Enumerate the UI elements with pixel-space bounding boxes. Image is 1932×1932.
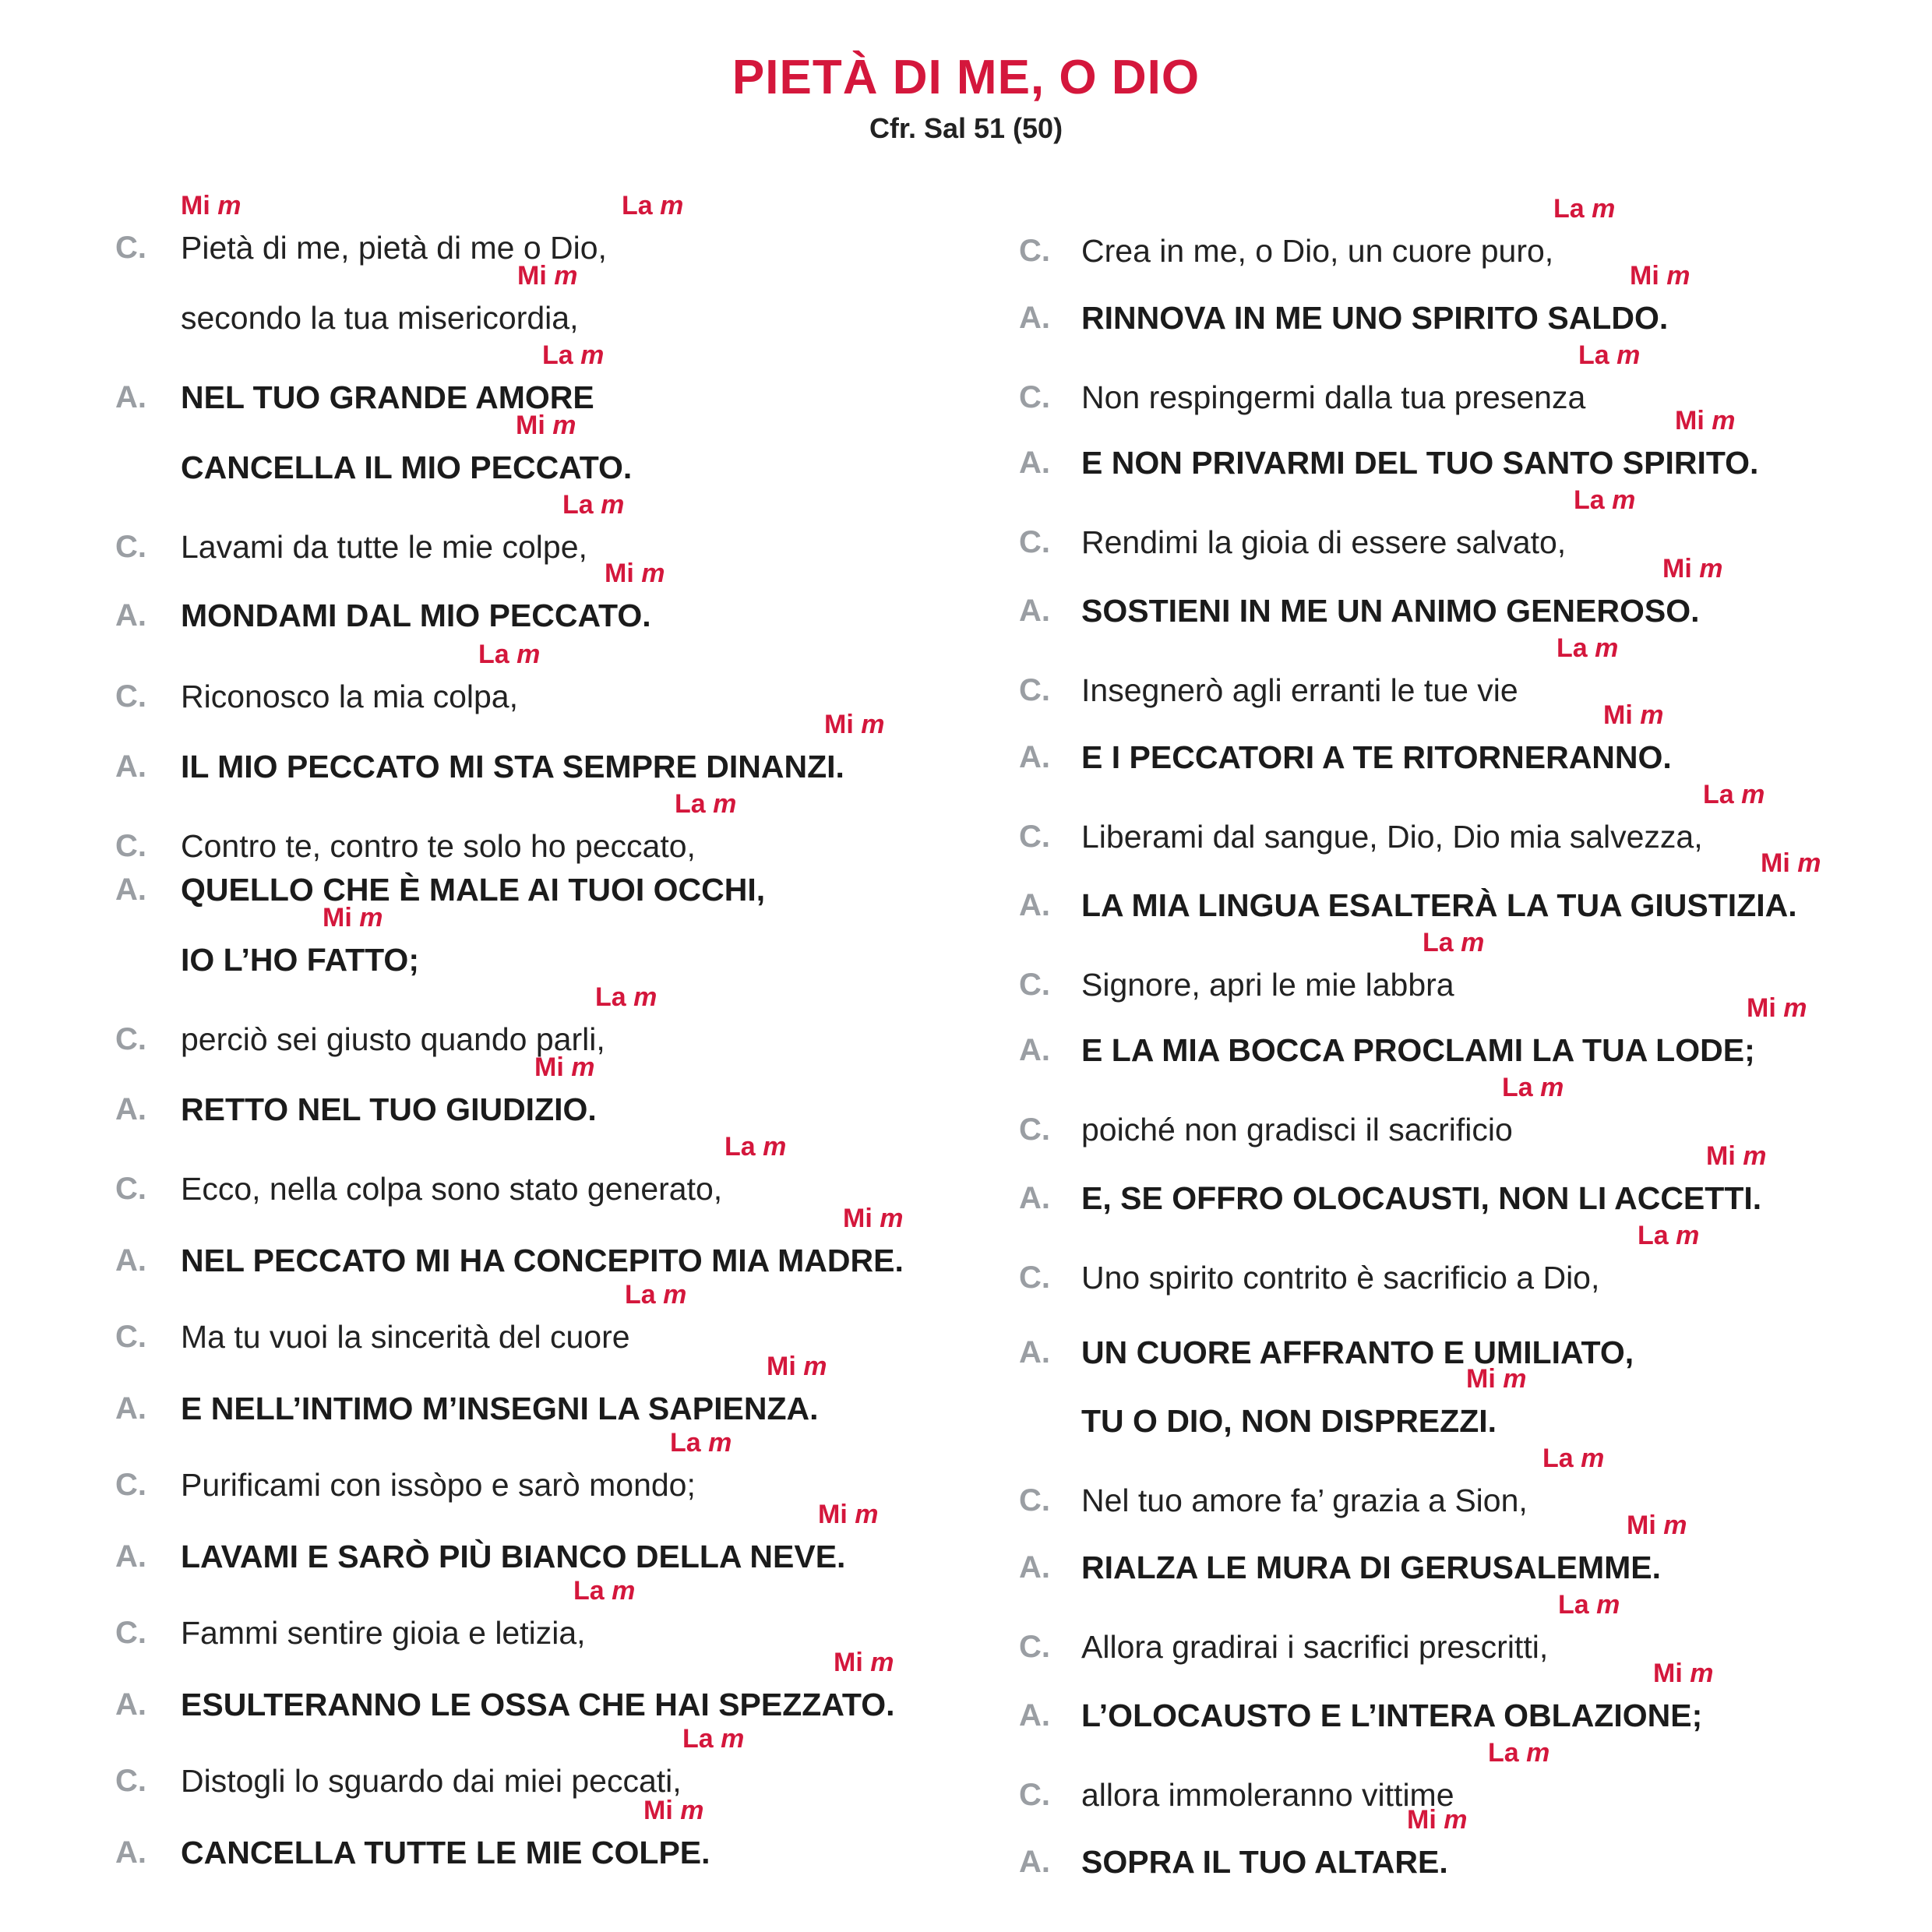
chord-label bbox=[573, 1575, 635, 1606]
chord-note: La bbox=[1553, 194, 1585, 224]
role-marker: C. bbox=[1019, 234, 1050, 268]
role-marker: A. bbox=[1019, 1845, 1050, 1879]
chord-note: Mi bbox=[1603, 700, 1633, 730]
lyric-line bbox=[966, 1141, 1932, 1222]
lyric-line bbox=[966, 406, 1932, 486]
chord-note: La bbox=[1558, 1590, 1589, 1620]
chord-label bbox=[1423, 927, 1484, 958]
chord-label bbox=[1557, 633, 1618, 664]
chord-note: La bbox=[573, 1576, 605, 1606]
lyric-line bbox=[966, 554, 1932, 634]
lyric-line bbox=[0, 1724, 966, 1804]
lyric-text: Purificami con issòpo e sarò mondo; bbox=[181, 1467, 696, 1503]
lyric-line bbox=[966, 1511, 1932, 1591]
chord-mode: m bbox=[554, 261, 578, 291]
chord-note: La bbox=[1423, 928, 1454, 957]
lyric-text: LAVAMI E SARÒ PIÙ BIANCO DELLA NEVE. bbox=[181, 1539, 846, 1574]
chord-label bbox=[843, 1203, 903, 1234]
chord-label bbox=[834, 1647, 894, 1678]
chord-label bbox=[625, 1279, 686, 1310]
chord-mode: m bbox=[571, 1052, 595, 1082]
role-marker: C. bbox=[115, 1764, 146, 1798]
chord-label bbox=[1662, 553, 1722, 584]
role-marker: C. bbox=[1019, 1778, 1050, 1812]
chord-mode: m bbox=[633, 982, 658, 1012]
role-marker: A. bbox=[1019, 594, 1050, 628]
chord-note: Mi bbox=[834, 1648, 863, 1677]
role-marker: C. bbox=[115, 1320, 146, 1354]
chord-note: La bbox=[562, 490, 594, 520]
chord-note: Mi bbox=[516, 411, 545, 440]
chord-note: La bbox=[1557, 633, 1588, 663]
chord-mode: m bbox=[880, 1204, 904, 1233]
chord-label bbox=[1603, 700, 1663, 731]
lyric-line bbox=[966, 633, 1932, 714]
lyric-line bbox=[966, 340, 1932, 421]
page-title: PIETÀ DI ME, O DIO bbox=[732, 51, 1200, 104]
lyric-line bbox=[0, 1052, 966, 1133]
chord-label bbox=[818, 1499, 878, 1530]
chord-mode: m bbox=[1690, 1659, 1714, 1688]
lyric-line bbox=[966, 194, 1932, 274]
chord-label bbox=[643, 1795, 703, 1826]
lyric-text: poiché non gradisci il sacrificio bbox=[1081, 1112, 1513, 1148]
chord-mode: m bbox=[359, 903, 383, 933]
role-marker: A. bbox=[115, 749, 146, 784]
lyric-line bbox=[966, 1221, 1932, 1301]
role-marker: A. bbox=[1019, 1335, 1050, 1370]
lyric-text: TU O DIO, NON DISPREZZI. bbox=[1081, 1403, 1497, 1439]
chord-note: La bbox=[1703, 780, 1734, 809]
chord-note: Mi bbox=[1706, 1141, 1736, 1171]
role-marker: A. bbox=[115, 1539, 146, 1574]
chord-label bbox=[1703, 779, 1765, 810]
chord-label bbox=[323, 902, 383, 933]
chord-note: Mi bbox=[818, 1500, 848, 1529]
chord-label bbox=[1630, 260, 1690, 291]
chord-note: La bbox=[595, 982, 626, 1012]
chord-label bbox=[595, 982, 657, 1013]
lyric-text: Fammi sentire gioia e letizia, bbox=[181, 1615, 586, 1651]
lyric-line bbox=[0, 1352, 966, 1432]
chord-note: Mi bbox=[824, 710, 854, 739]
chord-label bbox=[1542, 1443, 1604, 1474]
chord-mode: m bbox=[580, 340, 605, 370]
chord-note: Mi bbox=[181, 191, 210, 220]
chord-label bbox=[1627, 1510, 1687, 1541]
role-marker: C. bbox=[1019, 1483, 1050, 1518]
chord-note: Mi bbox=[1653, 1659, 1683, 1688]
chord-note: La bbox=[724, 1132, 756, 1162]
lyric-text: RINNOVA IN ME UNO SPIRITO SALDO. bbox=[1081, 300, 1669, 336]
chord-label bbox=[605, 558, 665, 589]
chord-mode: m bbox=[1526, 1738, 1550, 1768]
lyrics-column-right bbox=[966, 0, 1932, 1932]
chord-note: La bbox=[542, 340, 573, 370]
chord-note: Mi bbox=[1407, 1805, 1437, 1835]
chord-label bbox=[181, 190, 241, 221]
chord-label bbox=[682, 1723, 744, 1754]
chord-note: La bbox=[1488, 1738, 1519, 1768]
lyric-line bbox=[0, 1500, 966, 1580]
chord-label bbox=[767, 1351, 827, 1382]
lyric-line bbox=[966, 1805, 1932, 1885]
lyric-line bbox=[966, 1364, 1932, 1444]
lyric-line bbox=[966, 261, 1932, 341]
chord-mode: m bbox=[1612, 485, 1636, 515]
chord-note: La bbox=[1502, 1073, 1533, 1102]
chord-mode: m bbox=[1699, 554, 1723, 583]
chord-label bbox=[824, 709, 884, 740]
lyric-text: Signore, apri le mie labbra bbox=[1081, 967, 1454, 1003]
chord-label bbox=[517, 260, 577, 291]
lyric-text: Allora gradirai i sacrifici prescritti, bbox=[1081, 1629, 1549, 1665]
chord-label bbox=[1407, 1804, 1467, 1835]
role-marker: C. bbox=[115, 1172, 146, 1206]
role-marker: C. bbox=[1019, 673, 1050, 707]
chord-mode: m bbox=[1783, 993, 1807, 1023]
lyric-text: Rendimi la gioia di essere salvato, bbox=[1081, 524, 1567, 560]
chord-mode: m bbox=[1666, 261, 1690, 291]
chord-note: La bbox=[1638, 1221, 1669, 1250]
chord-mode: m bbox=[803, 1352, 827, 1381]
lyric-text: LA MIA LINGUA ESALTERÀ LA TUA GIUSTIZIA. bbox=[1081, 887, 1797, 923]
chord-mode: m bbox=[1595, 633, 1619, 663]
lyric-text: ESULTERANNO LE OSSA CHE HAI SPEZZATO. bbox=[181, 1687, 895, 1722]
chord-note: La bbox=[1542, 1444, 1574, 1473]
chord-note: Mi bbox=[1761, 848, 1790, 878]
chord-note: La bbox=[478, 640, 509, 669]
role-marker: C. bbox=[115, 1022, 146, 1056]
chord-label bbox=[1553, 193, 1615, 224]
chord-mode: m bbox=[217, 191, 242, 220]
chord-mode: m bbox=[861, 710, 885, 739]
chord-mode: m bbox=[763, 1132, 787, 1162]
role-marker: C. bbox=[1019, 380, 1050, 414]
chord-mode: m bbox=[641, 559, 665, 588]
chord-note: Mi bbox=[843, 1204, 873, 1233]
role-marker: C. bbox=[1019, 1260, 1050, 1295]
role-marker: C. bbox=[1019, 820, 1050, 854]
role-marker: C. bbox=[1019, 525, 1050, 559]
page-subtitle: Cfr. Sal 51 (50) bbox=[869, 112, 1063, 144]
role-marker: A. bbox=[1019, 1181, 1050, 1215]
chord-label bbox=[724, 1131, 786, 1162]
lyric-line bbox=[0, 903, 966, 983]
lyric-text: CANCELLA TUTTE LE MIE COLPE. bbox=[181, 1835, 710, 1870]
chord-mode: m bbox=[1616, 340, 1641, 370]
chord-mode: m bbox=[855, 1500, 879, 1529]
chord-mode: m bbox=[516, 640, 541, 669]
chord-mode: m bbox=[1676, 1221, 1700, 1250]
lyric-text: NEL TUO GRANDE AMORE bbox=[181, 379, 594, 415]
chord-note: La bbox=[670, 1428, 701, 1458]
lyric-line bbox=[0, 261, 966, 341]
chord-mode: m bbox=[1712, 406, 1736, 435]
lyric-text: Insegnerò agli erranti le tue vie bbox=[1081, 672, 1518, 708]
chord-mode: m bbox=[1581, 1444, 1605, 1473]
lyric-text: Lavami da tutte le mie colpe, bbox=[181, 529, 587, 565]
chord-mode: m bbox=[1797, 848, 1821, 878]
lyric-line bbox=[0, 1204, 966, 1284]
lyric-text: SOPRA IL TUO ALTARE. bbox=[1081, 1844, 1448, 1880]
lyric-line bbox=[966, 700, 1932, 781]
lyric-line bbox=[966, 993, 1932, 1074]
chord-mode: m bbox=[552, 411, 576, 440]
lyric-text: Liberami dal sangue, Dio, Dio mia salvezza, bbox=[1081, 819, 1703, 855]
chord-note: Mi bbox=[1747, 993, 1776, 1023]
chord-note: La bbox=[1578, 340, 1609, 370]
role-marker: C. bbox=[115, 679, 146, 714]
lyric-text: IO L’HO FATTO; bbox=[181, 942, 419, 978]
lyric-text: Non respingermi dalla tua presenza bbox=[1081, 379, 1586, 415]
lyric-text: Distogli lo sguardo dai miei peccati, bbox=[181, 1763, 682, 1799]
lyric-text: secondo la tua misericordia, bbox=[181, 300, 579, 336]
role-marker: A. bbox=[115, 1391, 146, 1426]
chord-label bbox=[1502, 1072, 1564, 1103]
chord-mode: m bbox=[870, 1648, 894, 1677]
role-marker: C. bbox=[115, 1616, 146, 1650]
lyric-text: SOSTIENI IN ME UN ANIMO GENEROSO. bbox=[1081, 593, 1700, 629]
chord-note: Mi bbox=[1630, 261, 1659, 291]
role-marker: A. bbox=[1019, 1550, 1050, 1585]
lyric-text: perciò sei giusto quando parli, bbox=[181, 1021, 605, 1057]
chord-label bbox=[1578, 340, 1640, 371]
chord-mode: m bbox=[660, 191, 684, 220]
chord-label bbox=[1747, 992, 1807, 1024]
lyric-text: Riconosco la mia colpa, bbox=[181, 679, 518, 714]
lyric-line bbox=[0, 1132, 966, 1212]
chord-note: La bbox=[682, 1724, 714, 1754]
chord-mode: m bbox=[721, 1724, 745, 1754]
lyric-text: allora immoleranno vittime bbox=[1081, 1777, 1454, 1813]
role-marker: C. bbox=[115, 530, 146, 564]
lyric-text: QUELLO CHE È MALE AI TUOI OCCHI, bbox=[181, 872, 766, 908]
lyric-line bbox=[966, 1659, 1932, 1739]
chord-note: Mi bbox=[767, 1352, 796, 1381]
chord-note: Mi bbox=[605, 559, 634, 588]
lyric-text: L’OLOCAUSTO E L’INTERA OBLAZIONE; bbox=[1081, 1698, 1703, 1733]
lyric-text: UN CUORE AFFRANTO E UMILIATO, bbox=[1081, 1334, 1634, 1370]
chord-note: Mi bbox=[1466, 1364, 1496, 1394]
chord-label bbox=[542, 340, 604, 371]
role-marker: C. bbox=[1019, 1630, 1050, 1664]
role-marker: C. bbox=[115, 231, 146, 265]
lyric-text: E I PECCATORI A TE RITORNERANNO. bbox=[1081, 739, 1672, 775]
lyric-line bbox=[966, 1329, 1932, 1376]
lyric-text: Ecco, nella colpa sono stato generato, bbox=[181, 1171, 723, 1207]
lyric-line bbox=[0, 1796, 966, 1876]
chord-label bbox=[1466, 1363, 1526, 1394]
chord-label bbox=[1574, 485, 1635, 516]
chord-note: Mi bbox=[1662, 554, 1692, 583]
lyric-text: E NON PRIVARMI DEL TUO SANTO SPIRITO. bbox=[1081, 445, 1759, 481]
role-marker: C. bbox=[115, 829, 146, 863]
lyric-line bbox=[0, 411, 966, 491]
lyric-line bbox=[0, 640, 966, 720]
chord-note: Mi bbox=[323, 903, 352, 933]
chord-label bbox=[1558, 1589, 1620, 1620]
chord-mode: m bbox=[680, 1796, 704, 1825]
role-marker: C. bbox=[115, 1468, 146, 1502]
lyric-text: E, SE OFFRO OLOCAUSTI, NON LI ACCETTI. bbox=[1081, 1180, 1762, 1216]
chord-mode: m bbox=[601, 490, 625, 520]
chord-mode: m bbox=[663, 1280, 687, 1310]
role-marker: A. bbox=[1019, 1033, 1050, 1067]
role-marker: A. bbox=[1019, 446, 1050, 480]
role-marker: C. bbox=[1019, 1112, 1050, 1147]
chord-mode: m bbox=[713, 789, 737, 819]
lyric-line bbox=[0, 1648, 966, 1728]
chord-label bbox=[534, 1052, 594, 1083]
lyric-text: Nel tuo amore fa’ grazia a Sion, bbox=[1081, 1482, 1528, 1518]
chord-note: La bbox=[675, 789, 706, 819]
lyric-text: E NELL’INTIMO M’INSEGNI LA SAPIENZA. bbox=[181, 1391, 819, 1426]
lyric-text: NEL PECCATO MI HA CONCEPITO MIA MADRE. bbox=[181, 1243, 904, 1278]
chord-label bbox=[1706, 1141, 1766, 1172]
chord-label bbox=[1761, 848, 1821, 879]
chord-note: Mi bbox=[534, 1052, 564, 1082]
chord-note: Mi bbox=[517, 261, 547, 291]
chord-mode: m bbox=[1741, 780, 1765, 809]
chord-note: Mi bbox=[643, 1796, 673, 1825]
chord-mode: m bbox=[1444, 1805, 1468, 1835]
role-marker: C. bbox=[1019, 968, 1050, 1002]
lyric-text: Pietà di me, pietà di me o Dio, bbox=[181, 230, 607, 266]
role-marker: A. bbox=[1019, 301, 1050, 335]
chord-mode: m bbox=[1592, 194, 1616, 224]
chord-mode: m bbox=[1663, 1511, 1687, 1540]
chord-label bbox=[562, 489, 624, 520]
role-marker: A. bbox=[115, 1835, 146, 1870]
chord-label bbox=[1675, 405, 1735, 436]
lyric-line bbox=[0, 789, 966, 869]
chord-label bbox=[1653, 1658, 1713, 1689]
lyric-line bbox=[0, 710, 966, 790]
role-marker: A. bbox=[1019, 1698, 1050, 1733]
role-marker: A. bbox=[1019, 888, 1050, 922]
lyric-line bbox=[0, 340, 966, 421]
chord-label bbox=[516, 410, 576, 441]
lyric-line bbox=[966, 485, 1932, 566]
chord-mode: m bbox=[708, 1428, 732, 1458]
lyric-line bbox=[0, 191, 966, 271]
lyric-line bbox=[966, 848, 1932, 929]
chord-label bbox=[670, 1427, 732, 1458]
chord-mode: m bbox=[1503, 1364, 1527, 1394]
lyric-line bbox=[0, 866, 966, 913]
chord-note: Mi bbox=[1627, 1511, 1656, 1540]
chord-mode: m bbox=[1461, 928, 1485, 957]
lyric-text: CANCELLA IL MIO PECCATO. bbox=[181, 450, 633, 485]
lyric-text: IL MIO PECCATO MI STA SEMPRE DINANZI. bbox=[181, 749, 844, 784]
lyric-line bbox=[0, 559, 966, 639]
chord-label bbox=[675, 788, 736, 820]
chord-mode: m bbox=[612, 1576, 636, 1606]
lyric-text: MONDAMI DAL MIO PECCATO. bbox=[181, 598, 651, 633]
chord-mode: m bbox=[1540, 1073, 1564, 1102]
role-marker: A. bbox=[115, 1243, 146, 1278]
chord-label bbox=[1488, 1737, 1549, 1768]
chord-label bbox=[478, 639, 540, 670]
lyric-line bbox=[966, 1073, 1932, 1153]
lyric-line bbox=[0, 1576, 966, 1656]
lyric-text: Crea in me, o Dio, un cuore puro, bbox=[1081, 233, 1554, 269]
lyric-text: RIALZA LE MURA DI GERUSALEMME. bbox=[1081, 1549, 1662, 1585]
lyric-text: Contro te, contro te solo ho peccato, bbox=[181, 828, 696, 864]
chord-note: La bbox=[625, 1280, 656, 1310]
lyric-text: RETTO NEL TUO GIUDIZIO. bbox=[181, 1091, 597, 1127]
chord-note: Mi bbox=[1675, 406, 1705, 435]
lyric-text: Uno spirito contrito è sacrificio a Dio, bbox=[1081, 1260, 1600, 1296]
role-marker: A. bbox=[115, 873, 146, 907]
lyric-text: Ma tu vuoi la sincerità del cuore bbox=[181, 1319, 630, 1355]
role-marker: A. bbox=[115, 1092, 146, 1126]
role-marker: A. bbox=[115, 1687, 146, 1722]
chord-label bbox=[1638, 1220, 1699, 1251]
role-marker: A. bbox=[115, 598, 146, 633]
lyric-text: E LA MIA BOCCA PROCLAMI LA TUA LODE; bbox=[1081, 1032, 1755, 1068]
role-marker: A. bbox=[1019, 740, 1050, 774]
lyric-line bbox=[0, 490, 966, 570]
lyric-line bbox=[966, 1444, 1932, 1524]
lyric-line bbox=[0, 982, 966, 1063]
chord-mode: m bbox=[1596, 1590, 1620, 1620]
chord-mode: m bbox=[1743, 1141, 1767, 1171]
chord-label bbox=[622, 190, 683, 221]
role-marker: A. bbox=[115, 380, 146, 414]
chord-note: La bbox=[1574, 485, 1605, 515]
chord-note: La bbox=[622, 191, 653, 220]
chord-mode: m bbox=[1640, 700, 1664, 730]
lyric-line bbox=[966, 1590, 1932, 1670]
